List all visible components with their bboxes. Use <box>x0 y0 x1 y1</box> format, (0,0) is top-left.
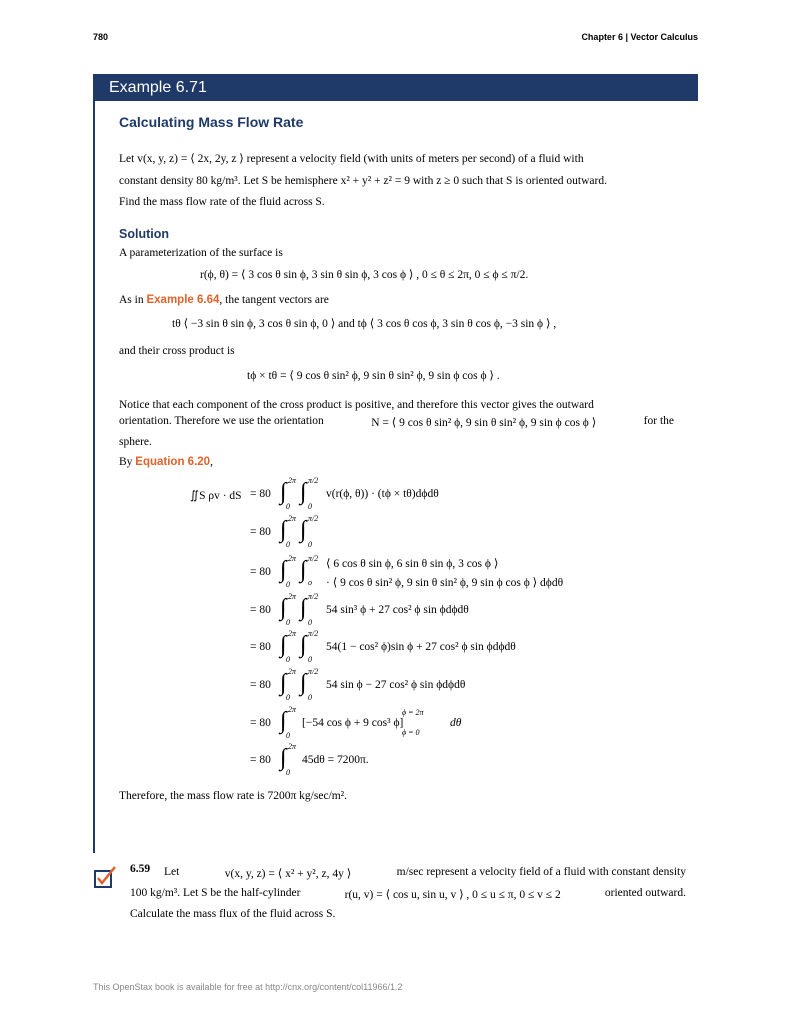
step-5-rhs: 54(1 − cos² ϕ)sin ϕ + 27 cos² ϕ sin ϕdϕdθ <box>326 641 516 653</box>
footer-notice: This OpenStax book is available for free at http://cnx.org/content/col11966/1.2 <box>93 982 403 992</box>
conclusion-value: 7200π kg/sec/m². <box>267 790 348 802</box>
limit-lower: 0 <box>308 502 312 511</box>
checkpoint-icon <box>93 866 117 890</box>
limit-upper: 2π <box>288 742 297 751</box>
problem-line-3: Find the mass flow rate of the fluid across S. <box>119 196 325 208</box>
equation-6-20-link[interactable]: Equation 6.20 <box>135 456 211 468</box>
example-6-64-link[interactable]: Example 6.64 <box>146 294 220 306</box>
limit-lower: 0 <box>286 693 290 702</box>
step-1-rhs: v(r(ϕ, θ)) · (tϕ × tθ)dϕdθ <box>326 488 439 500</box>
limit-lower: 0 <box>308 655 312 664</box>
step-2-equals: = 80 <box>250 526 271 538</box>
limit-upper: 2π <box>288 476 297 485</box>
step-5-equals: = 80 <box>250 641 271 653</box>
page-number: 780 <box>93 32 109 42</box>
limit-upper: π/2 <box>308 554 319 563</box>
limit-lower: 0 <box>286 618 290 627</box>
step-6-equals: = 80 <box>250 679 271 691</box>
by-suffix: , <box>210 456 213 468</box>
cross-product-intro: and their cross product is <box>119 345 235 357</box>
checkpoint-line-1-a: Let <box>164 866 180 878</box>
derivation-steps <box>250 478 690 788</box>
cross-product-equation: tϕ × tθ = ⟨ 9 cos θ sin² ϕ, 9 sin θ sin² ϕ, 9 sin ϕ cos ϕ ⟩ . <box>247 370 500 382</box>
step-3-equals: = 80 <box>250 566 271 578</box>
limit-upper: π/2 <box>308 514 319 523</box>
step-6-rhs: 54 sin ϕ − 27 cos² ϕ sin ϕdϕdθ <box>326 679 466 691</box>
limit-lower: 0 <box>308 540 312 549</box>
notice-line-3: sphere. <box>119 436 152 448</box>
step-4-equals: = 80 <box>250 604 271 616</box>
by-prefix: By <box>119 456 136 468</box>
by-equation-line <box>119 456 213 468</box>
limit-lower: o <box>308 578 312 587</box>
notice-line-2-a: orientation. Therefore we use the orientation <box>119 415 324 427</box>
limit-lower: 0 <box>286 580 290 589</box>
eval-upper: ϕ = 2π <box>402 708 424 717</box>
limit-upper: π/2 <box>308 592 319 601</box>
checkpoint-line-1-b: m/sec represent a velocity field of a fluid with constant density <box>396 866 686 878</box>
flux-integral-lhs: ∬S ρv · dS <box>190 490 242 502</box>
checkpoint-velocity-equation: v(x, y, z) = ⟨ x² + y², z, 4y ⟩ <box>224 868 352 880</box>
step-4-rhs: 54 sin³ ϕ + 27 cos² ϕ sin ϕdϕdθ <box>326 604 469 616</box>
integral-sign: ∫ <box>280 670 287 696</box>
step-7-equals: = 80 <box>250 717 271 729</box>
limit-upper: 2π <box>288 705 297 714</box>
integral-sign: ∫ <box>280 557 287 583</box>
integral-sign: ∫ <box>280 745 287 771</box>
conclusion-text: Therefore, the mass flow rate is <box>119 790 265 802</box>
parameterization-equation: r(ϕ, θ) = ⟨ 3 cos θ sin ϕ, 3 sin θ sin ϕ, 3 cos ϕ ⟩ , 0 ≤ θ ≤ 2π, 0 ≤ ϕ ≤ π/2. <box>200 269 529 281</box>
step-8-rhs: 45dθ = 7200π. <box>302 754 369 766</box>
limit-upper: π/2 <box>308 629 319 638</box>
integral-sign: ∫ <box>280 708 287 734</box>
orientation-equation: N = ⟨ 9 cos θ sin² ϕ, 9 sin θ sin² ϕ, 9 sin ϕ cos ϕ ⟩ <box>371 417 597 429</box>
limit-lower: 0 <box>308 618 312 627</box>
chapter-title: Chapter 6 | Vector Calculus <box>581 32 698 42</box>
example-title: Calculating Mass Flow Rate <box>119 114 304 130</box>
limit-lower: 0 <box>286 655 290 664</box>
step-3-rhs-a: ⟨ 6 cos θ sin ϕ, 6 sin θ sin ϕ, 3 cos ϕ ⟩ <box>326 558 499 570</box>
checkpoint-line-3: Calculate the mass flux of the fluid across S. <box>130 908 336 920</box>
integral-sign: ∫ <box>280 517 287 543</box>
step-7-rhs: [−54 cos ϕ + 9 cos³ ϕ] <box>302 717 404 729</box>
tangent-prefix: As in <box>119 294 147 306</box>
step-8-equals: = 80 <box>250 754 271 766</box>
limit-upper: 2π <box>288 592 297 601</box>
notice-line-1: Notice that each component of the cross product is positive, and therefore this vector gives the outward <box>119 399 594 411</box>
checkpoint-line-2-b: oriented outward. <box>604 887 686 899</box>
limit-lower: 0 <box>308 693 312 702</box>
checkpoint-line-2 <box>130 887 686 901</box>
limit-lower: 0 <box>286 502 290 511</box>
limit-upper: 2π <box>288 629 297 638</box>
integral-sign: ∫ <box>300 557 307 583</box>
tangent-intro <box>119 294 329 306</box>
solution-heading: Solution <box>119 227 169 241</box>
solution-intro: A parameterization of the surface is <box>119 247 283 259</box>
integral-sign: ∫ <box>300 479 307 505</box>
step-3-rhs-b: · ⟨ 9 cos θ sin² ϕ, 9 sin θ sin² ϕ, 9 sin ϕ cos ϕ ⟩ dϕdθ <box>326 577 564 589</box>
eval-tail: dθ <box>450 717 462 729</box>
limit-upper: 2π <box>288 514 297 523</box>
conclusion <box>119 790 347 802</box>
integral-sign: ∫ <box>300 517 307 543</box>
limit-upper: π/2 <box>308 667 319 676</box>
limit-lower: 0 <box>286 731 290 740</box>
integral-sign: ∫ <box>300 595 307 621</box>
checkpoint-surface-equation: r(u, v) = ⟨ cos u, sin u, v ⟩ , 0 ≤ u ≤ π, 0 ≤ v ≤ 2 <box>344 889 561 901</box>
step-1-equals: = 80 <box>250 488 271 500</box>
integral-sign: ∫ <box>280 479 287 505</box>
notice-line-2-b: for the <box>643 415 674 427</box>
checkpoint-line-2-a: 100 kg/m³. Let S be the half-cylinder <box>130 887 301 899</box>
notice-line-2 <box>119 415 674 429</box>
tangent-suffix: , the tangent vectors are <box>219 294 329 306</box>
limit-upper: 2π <box>288 667 297 676</box>
integral-sign: ∫ <box>300 632 307 658</box>
problem-line-1: Let v(x, y, z) = ⟨ 2x, 2y, z ⟩ represent a velocity field (with units of meters per second) of a fluid with <box>119 153 584 165</box>
limit-upper: 2π <box>288 554 297 563</box>
checkpoint-number: 6.59 <box>130 863 151 875</box>
limit-lower: 0 <box>286 768 290 777</box>
problem-line-2: constant density 80 kg/m³. Let S be hemisphere x² + y² + z² = 9 with z ≥ 0 such that S is oriented outward. <box>119 175 607 187</box>
eval-lower: ϕ = 0 <box>402 728 420 737</box>
example-rule <box>93 101 95 853</box>
example-label: Example 6.71 <box>93 74 698 101</box>
integral-sign: ∫ <box>300 670 307 696</box>
integral-sign: ∫ <box>280 632 287 658</box>
checkpoint-line-1 <box>164 866 686 880</box>
tangent-vectors-equation: tθ ⟨ −3 sin θ sin ϕ, 3 cos θ sin ϕ, 0 ⟩ and tϕ ⟨ 3 cos θ cos ϕ, 3 sin θ cos ϕ, −3 sin ϕ ⟩ , <box>172 318 557 330</box>
limit-lower: 0 <box>286 540 290 549</box>
integral-sign: ∫ <box>280 595 287 621</box>
limit-upper: π/2 <box>308 476 319 485</box>
